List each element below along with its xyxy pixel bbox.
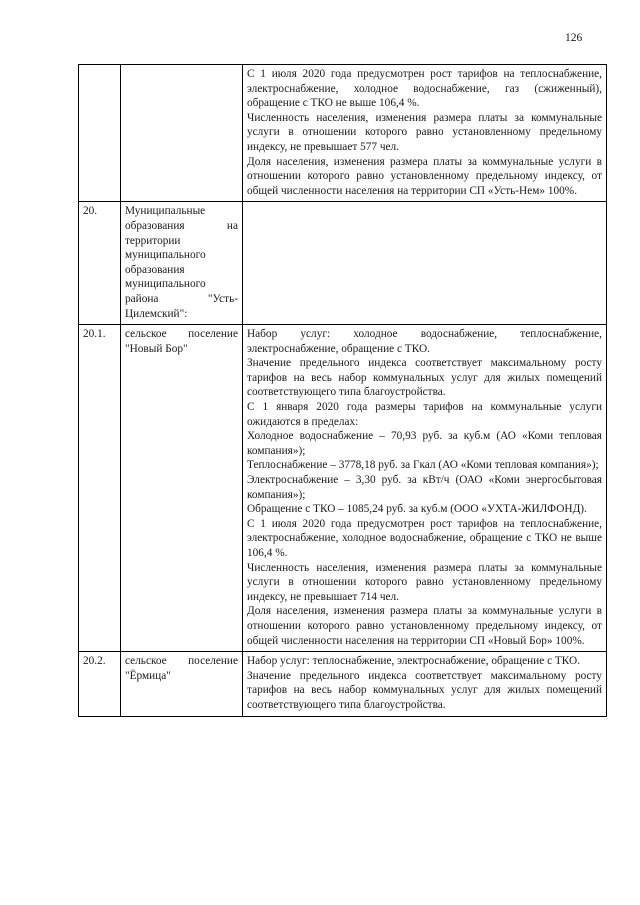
tariff-table (78, 64, 607, 717)
paragraph: Электроснабжение – 3,30 руб. за кВт/ч (ОАО «Коми энергосбытовая компания»); (247, 474, 602, 501)
paragraph: Численность населения, изменения размера платы за коммунальные услуги в отношении которого равно установленному предельному индексу, не превышает 577 чел. (247, 111, 602, 153)
row-number: 20.2. (79, 652, 121, 716)
paragraph: Численность населения, изменения размера платы за коммунальные услуги в отношении которого равно установленному предельному индексу, не превышает 714 чел. (247, 561, 602, 603)
paragraph: Набор услуг: теплоснабжение, электроснабжение, обращение с ТКО. (247, 655, 581, 668)
paragraph: Холодное водоснабжение – 70,93 руб. за куб.м (АО «Коми тепловая компания»); (247, 430, 602, 457)
row-number: 20.1. (79, 325, 121, 652)
paragraph: Обращение с ТКО – 1085,24 руб. за куб.м (ООО «УХТА-ЖИЛФОНД). (247, 503, 587, 516)
paragraph: Значение предельного индекса соответствует максимальному росту тарифов на весь набор коммунальных услуг для жилых помещений соответствующего типа благоустройства. (247, 669, 602, 711)
paragraph: Набор услуг: холодное водоснабжение, теплоснабжение, электроснабжение, обращение с ТКО. (247, 328, 602, 355)
paragraph: Доля населения, изменения размера платы за коммунальные услуги в отношении которого равно установленному предельному индексу, от общей численности населения на территории СП «Усть-Нем» 100%. (247, 155, 602, 197)
row-number (79, 65, 121, 202)
table-row (79, 202, 607, 325)
paragraph: Значение предельного индекса соответствует максимальному росту тарифов на весь набор коммунальных услуг для жилых помещений соответствующего типа благоустройства. (247, 357, 602, 399)
paragraph: Доля населения, изменения размера платы за коммунальные услуги в отношении которого равно установленному предельному индексу, от общей численности населения на территории СП «Новый Бор» 100%. (247, 605, 602, 647)
row-description (243, 652, 607, 716)
table-row (79, 325, 607, 652)
row-description (243, 65, 607, 202)
table-row (79, 65, 607, 202)
municipality-name: сельское поселение "Новый Бор" (121, 325, 243, 652)
municipality-name: сельское поселение "Ёрмица" (121, 652, 243, 716)
paragraph: С 1 июля 2020 года предусмотрен рост тарифов на теплоснабжение, электроснабжение, холодное водоснабжение, обращение с ТКО не выше 106,4 %. (247, 517, 602, 559)
row-number: 20. (79, 202, 121, 325)
paragraph: С 1 июля 2020 года предусмотрен рост тарифов на теплоснабжение, электроснабжение, холодное водоснабжение, газ (сжиженный), обращение с ТКО не выше 106,4 %. (247, 68, 602, 110)
page-number: 126 (565, 32, 583, 44)
municipality-name (121, 65, 243, 202)
table-row (79, 652, 607, 716)
row-description (243, 202, 607, 325)
municipality-name: Муниципальные образования на территории муниципального образования муниципального района "Усть-Цилемский": (121, 202, 243, 325)
paragraph: С 1 января 2020 года размеры тарифов на коммунальные услуги ожидаются в пределах: (247, 401, 602, 428)
paragraph: Теплоснабжение – 3778,18 руб. за Гкал (АО «Коми тепловая компания»); (247, 459, 599, 472)
row-description (243, 325, 607, 652)
